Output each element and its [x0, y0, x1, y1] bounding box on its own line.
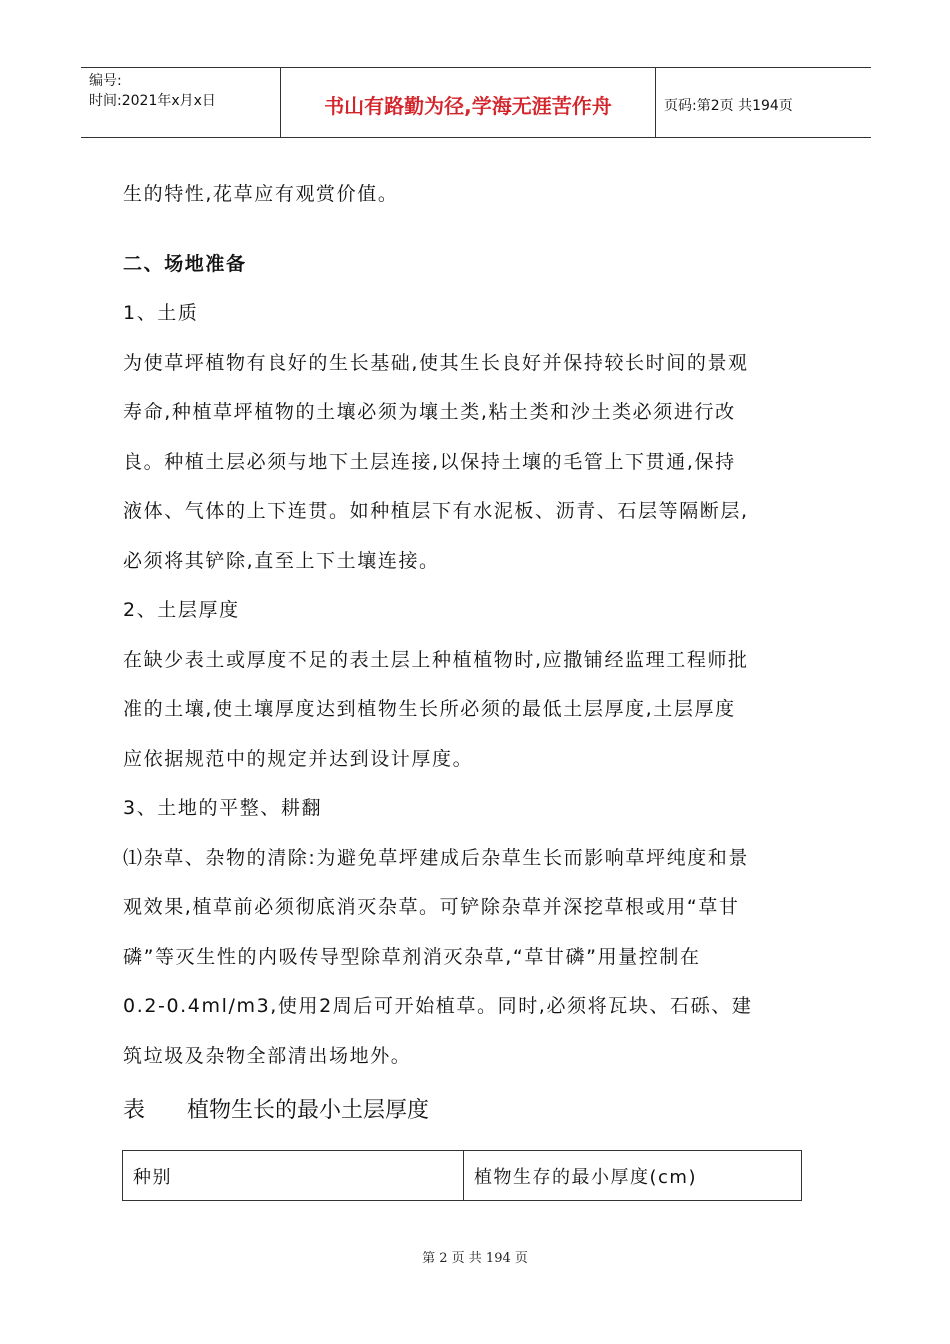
document-header: [81, 67, 871, 138]
body-line: 0.2-0.4ml/m3,使用2周后可开始植草。同时,必须将瓦块、石砾、建: [123, 995, 753, 1017]
document-number-label: 编号:: [89, 73, 122, 89]
subsection-heading: 3、土地的平整、耕翻: [123, 797, 323, 819]
body-line: 寿命,种植草坪植物的土壤必须为壤土类,粘土类和沙土类必须进行改: [123, 401, 736, 423]
document-time-label: 时间:2021年x月x日: [89, 93, 216, 109]
subsection-heading: 2、土层厚度: [123, 599, 240, 621]
header-page-label: 页码:第2页 共194页: [664, 97, 793, 114]
body-line: 准的土壤,使土壤厚度达到植物生长所必须的最低土层厚度,土层厚度: [123, 698, 736, 720]
header-meta: [81, 68, 281, 137]
body-line: 生的特性,花草应有观赏价值。: [123, 183, 399, 205]
body-line: 良。种植土层必须与地下土层连接,以保持土壤的毛管上下贯通,保持: [123, 450, 736, 473]
body-line: 筑垃圾及杂物全部清出场地外。: [123, 1044, 412, 1067]
body-line: 液体、气体的上下连贯。如种植层下有水泥板、沥青、石层等隔断层,: [123, 500, 749, 522]
subsection-heading: 1、土质: [123, 302, 199, 324]
soil-thickness-table: [122, 1150, 802, 1201]
document-body: [123, 170, 823, 1081]
body-line: ⑴杂草、杂物的清除:为避免草坪建成后杂草生长而影响草坪纯度和景: [123, 846, 750, 869]
body-line: 为使草坪植物有良好的生长基础,使其生长良好并保持较长时间的景观: [123, 351, 749, 374]
table-title: 表 植物生长的最小土层厚度: [123, 1098, 429, 1123]
section-heading: 二、场地准备: [123, 252, 247, 275]
body-line: 磷”等灭生性的内吸传导型除草剂消灭杂草,“草甘磷”用量控制在: [123, 945, 701, 968]
body-line: 必须将其铲除,直至上下土壤连接。: [123, 549, 440, 572]
body-line: 在缺少表土或厚度不足的表土层上种植植物时,应撒铺经监理工程师批: [123, 648, 749, 671]
table-header-species: 种别: [123, 1151, 464, 1200]
page-footer: 第 2 页 共 194 页: [422, 1251, 528, 1266]
header-motto: 书山有路勤为径,学海无涯苦作舟: [281, 68, 656, 137]
body-line: 应依据规范中的规定并达到设计厚度。: [123, 747, 474, 770]
table-header-min-thickness: 植物生存的最小厚度(cm): [474, 1166, 697, 1188]
body-line: 观效果,植草前必须彻底消灭杂草。可铲除杂草并深挖草根或用“草甘: [123, 896, 740, 918]
